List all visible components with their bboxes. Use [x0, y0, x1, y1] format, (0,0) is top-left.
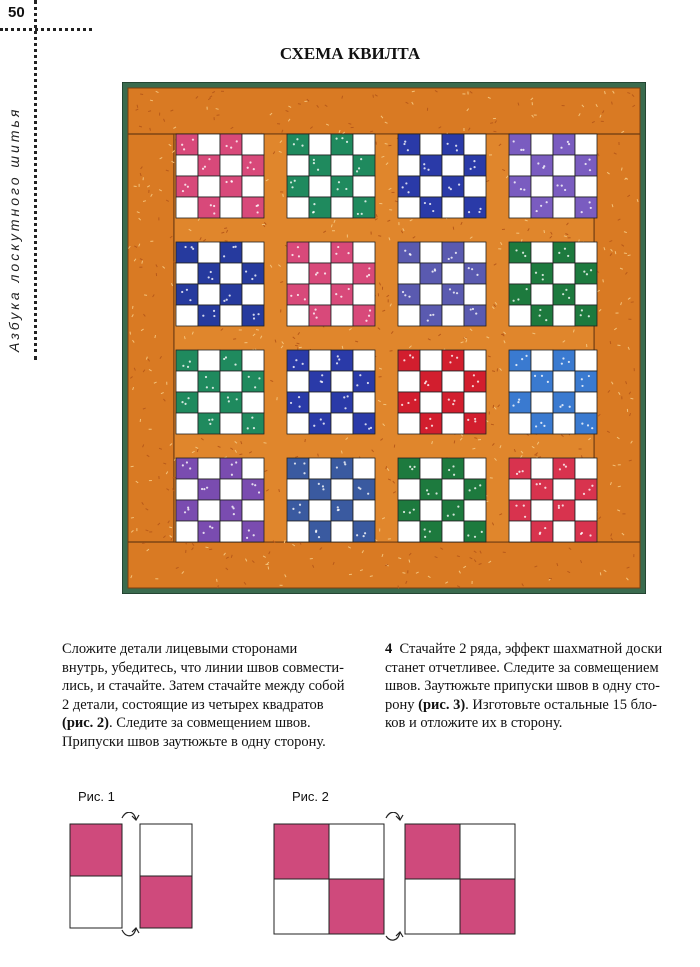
fig1-strip-a-bottom — [70, 876, 122, 928]
col1-line2: внутрь, убедитесь, что линии швов совмести- — [62, 659, 345, 676]
fig1-arrow-top-icon — [122, 812, 139, 820]
quilt-block-r1-c3 — [398, 134, 486, 218]
col2-line4 — [385, 696, 662, 715]
instruction-text-column-2 — [385, 640, 662, 733]
figure-2-label: Рис. 2 — [292, 789, 329, 804]
quilt-block-r2-c1 — [176, 242, 264, 326]
quilt-block-r1-c1 — [176, 134, 264, 218]
col2-line3: швов. Заутюжьте припуски швов в одну сто- — [385, 678, 661, 694]
step-number: 4 — [385, 641, 393, 657]
fig2-block-a-br — [329, 879, 384, 934]
quilt-block-r2-c3 — [398, 242, 486, 326]
quilt-block-r2-c4 — [509, 242, 597, 326]
fig1-strip-a-top — [70, 824, 122, 876]
col2-line4-pre: рону — [385, 696, 419, 713]
fig2-block-a-bl — [274, 879, 329, 934]
quilt-block-r3-c4 — [509, 350, 597, 434]
instruction-text-column-1 — [62, 640, 345, 751]
fig2-block-a-tr — [329, 824, 384, 879]
quilt-block-r4-c2 — [287, 458, 375, 542]
fig2-arrow-bottom-icon — [386, 932, 403, 940]
quilt-scheme-title: СХЕМА КВИЛТА — [279, 44, 421, 63]
quilt-block-r3-c3 — [398, 350, 486, 434]
quilt-block-r3-c1 — [176, 350, 264, 434]
col2-line2: станет отчетливее. Следите за совмещением — [385, 659, 659, 676]
fig1-strip-b-top — [140, 824, 192, 876]
col2-line4-post: . Изготовьте остальные 15 бло- — [465, 696, 657, 713]
section-side-title: Азбука лоскутного шитья — [6, 106, 22, 352]
col2-line1-text: Стачайте 2 ряда, эффект шахматной доски — [399, 641, 663, 657]
dotted-rule-horizontal — [0, 28, 92, 31]
page-number: 50 — [8, 4, 25, 21]
quilt-block-r1-c4 — [509, 134, 597, 218]
fig2-arrow-top-icon — [386, 812, 403, 820]
col1-line6: Припуски швов заутюжьте в одну сторону. — [62, 733, 326, 750]
fig2-block-b-bl — [405, 879, 460, 934]
fig1-strip-b-bottom — [140, 876, 192, 928]
quilt-block-r3-c2 — [287, 350, 375, 434]
col1-line5-rest: . Следите за совмещением швов. — [109, 715, 311, 731]
quilt-block-r2-c2 — [287, 242, 375, 326]
quilt-block-r4-c1 — [176, 458, 264, 542]
col1-line3: лись, и стачайте. Затем стачайте между собой — [62, 678, 345, 694]
fig1-arrow-bottom-icon — [122, 928, 139, 936]
col1-line4: 2 детали, состоящие из четырех квадратов — [62, 696, 324, 713]
quilt-scheme-illustration — [122, 82, 646, 594]
quilt-block-r4-c4 — [509, 458, 597, 542]
col2-line1 — [385, 640, 662, 659]
fig2-reference: (рис. 2) — [62, 715, 110, 731]
fig2-block-b-tl — [405, 824, 460, 879]
fig3-reference: (рис. 3) — [418, 696, 466, 713]
quilt-block-r4-c3 — [398, 458, 486, 542]
figure-1-label: Рис. 1 — [78, 789, 115, 804]
quilt-block-r1-c2 — [287, 134, 375, 218]
col1-line1: Сложите детали лицевыми сторонами — [62, 641, 298, 657]
figures-illustration — [60, 812, 530, 942]
fig2-block-b-br — [460, 879, 515, 934]
col1-line5 — [62, 714, 345, 733]
col2-line5: ков и отложите их в сторону. — [385, 715, 563, 731]
fig2-block-a-tl — [274, 824, 329, 879]
fig2-block-b-tr — [460, 824, 515, 879]
